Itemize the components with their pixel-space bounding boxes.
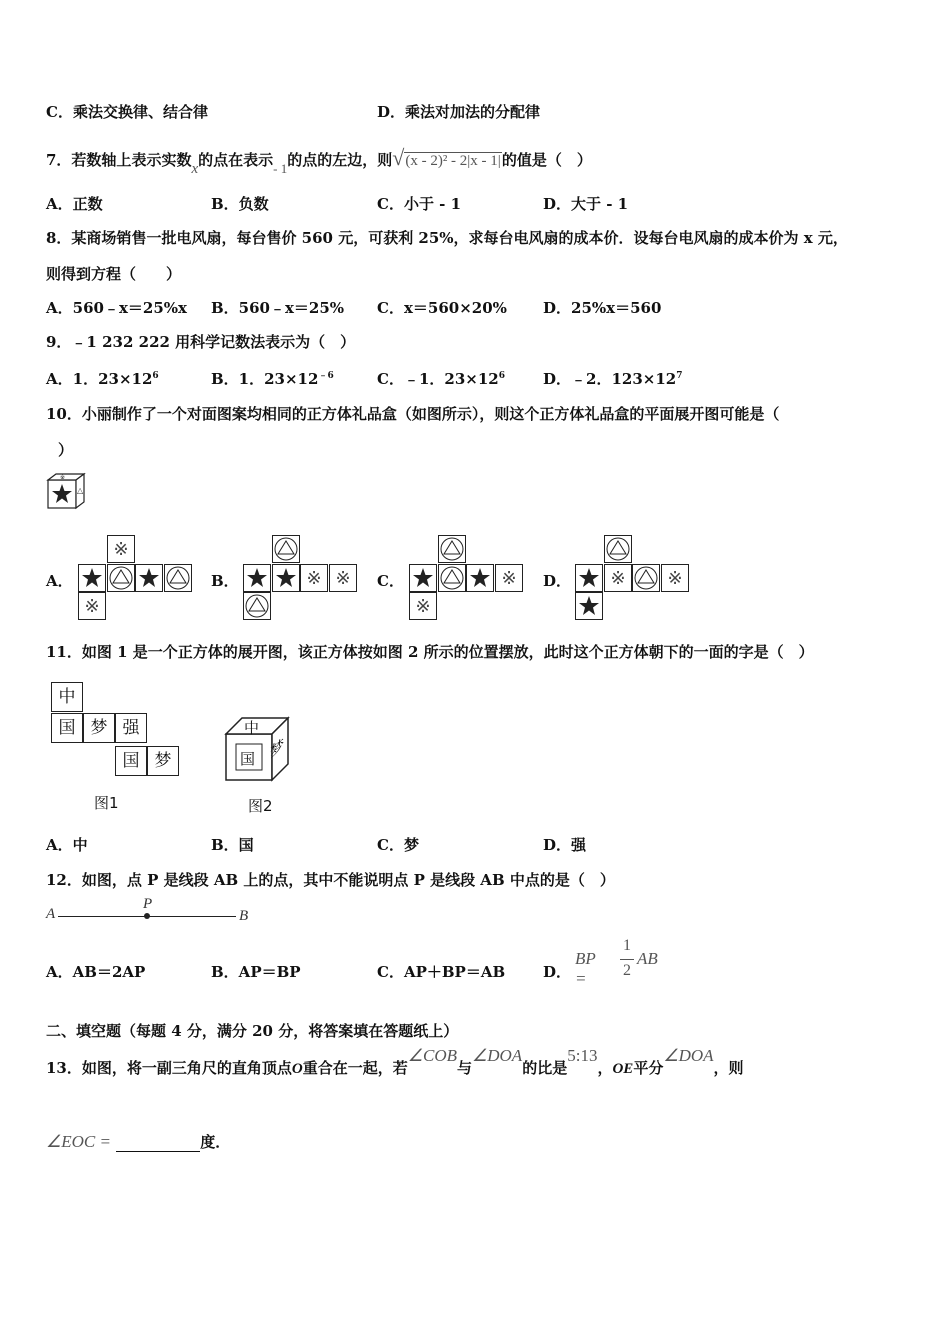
fraction-bar bbox=[620, 959, 634, 960]
svg-text:※: ※ bbox=[84, 596, 100, 617]
cube-top-char: 中 bbox=[244, 719, 260, 737]
q7-neg-one: - 1 bbox=[273, 161, 288, 176]
svg-text:△: △ bbox=[77, 486, 84, 495]
q13-text-f: 平分 bbox=[633, 1059, 664, 1077]
cube-side-char: 梦 bbox=[270, 736, 284, 762]
q12-stem: 12．如图，点 P 是线段 AB 上的点，其中不能说明点 P 是线段 AB 中点的是（ ） bbox=[46, 871, 615, 889]
q11-option-d: D．强 bbox=[543, 836, 587, 854]
net-a-cell-star-icon bbox=[135, 564, 163, 592]
q11-stem: 11．如图 1 是一个正方体的展开图，该正方体按如图 2 所示的位置摆放，此时这个正方体朝下的一面的字是（ ） bbox=[46, 643, 814, 661]
q13-text-b: 重合在一起，若 bbox=[302, 1059, 408, 1077]
q13-o: O bbox=[291, 1061, 303, 1077]
net-cell-meng-2: 梦 bbox=[147, 746, 179, 776]
net-d-cell-star-icon bbox=[575, 592, 603, 620]
net-b-cell-cross-icon bbox=[300, 564, 328, 592]
q13-oe: OE bbox=[612, 1061, 634, 1077]
q13-stem bbox=[46, 1046, 744, 1079]
q9-option-b-label: B．1．23×12 bbox=[211, 370, 319, 388]
q9-option-d-label: D．﹣2．123×12 bbox=[543, 370, 677, 388]
q8-option-c: C．x＝560×20% bbox=[377, 299, 507, 317]
q9-stem: 9．﹣1 232 222 用科学记数法表示为（ ） bbox=[46, 333, 356, 351]
net-d-cell-cross-icon bbox=[604, 564, 632, 592]
net-b-cell-star-icon bbox=[243, 564, 271, 592]
q7-expression: (x - 2)² - 2|x - 1| bbox=[405, 153, 501, 169]
net-a-cell-cross-icon bbox=[78, 592, 106, 620]
q11-option-a: A．中 bbox=[46, 836, 88, 854]
q13-line2-end: 度． bbox=[200, 1133, 231, 1151]
net-d-cell-tri-icon bbox=[632, 564, 660, 592]
q9-option-a-label: A．1．23×12 bbox=[46, 370, 153, 388]
point-a-label: A bbox=[46, 906, 56, 922]
q8-line1: 8．某商场销售一批电风扇，每台售价 560 元，可获利 25%，求每台电风扇的成本价．设每台电风扇的成本价为 x 元， bbox=[46, 229, 848, 247]
q7-stem bbox=[46, 145, 592, 177]
fig2-label: 图2 bbox=[248, 797, 273, 815]
q8-line2: 则得到方程（ ） bbox=[46, 265, 182, 283]
gift-box-cube-figure bbox=[46, 472, 86, 512]
net-b-cell-tri-icon bbox=[272, 535, 300, 563]
q7-text-d: 的值是（ ） bbox=[501, 151, 592, 169]
net-c-cell-star-icon bbox=[409, 564, 437, 592]
q8-option-a: A．560﹣x＝25%x bbox=[46, 299, 187, 317]
q7-text-b: 的点在表示 bbox=[198, 151, 274, 169]
q12-d-lhs: BP = bbox=[575, 949, 596, 988]
q13-text-a: 13．如图，将一副三角尺的直角顶点 bbox=[46, 1059, 292, 1077]
q10-option-c: C． bbox=[377, 572, 404, 590]
net-d-cell-star-icon bbox=[575, 564, 603, 592]
answer-blank[interactable] bbox=[116, 1137, 200, 1152]
net-a-cell-tri-icon bbox=[164, 564, 192, 592]
q9-option-c-label: C．﹣1．23×12 bbox=[377, 370, 499, 388]
q9-option-c bbox=[377, 366, 505, 389]
q13-angle-doa: ∠DOA bbox=[472, 1046, 523, 1065]
q9-option-d-exp: 7 bbox=[676, 371, 683, 381]
svg-text:※: ※ bbox=[500, 567, 517, 589]
q8-option-b: B．560﹣x＝25% bbox=[211, 299, 345, 317]
q12-option-d: D． bbox=[543, 963, 572, 981]
q7-option-d: D．大于 - 1 bbox=[543, 195, 629, 213]
net-b-cell-tri-icon bbox=[243, 592, 271, 620]
q6-option-c: C．乘法交换律、结合律 bbox=[46, 103, 208, 121]
svg-text:※: ※ bbox=[306, 567, 322, 589]
q12-option-b: B．AP＝BP bbox=[211, 963, 301, 981]
q10-option-d: D． bbox=[543, 572, 572, 590]
net-a-cell-star-icon bbox=[78, 564, 106, 592]
q13-text-g: ，则 bbox=[713, 1059, 744, 1077]
q9-option-b-exp: ﹣6 bbox=[318, 371, 334, 381]
q9-option-c-exp: 6 bbox=[498, 371, 505, 381]
net-d-cell-cross-icon bbox=[661, 564, 689, 592]
svg-text:※: ※ bbox=[609, 567, 626, 589]
q7-var-x: x bbox=[191, 161, 199, 177]
q7-text-c: 的点的左边，则 bbox=[287, 151, 393, 169]
q7-option-a: A．正数 bbox=[46, 195, 103, 213]
q7-option-b: B．负数 bbox=[211, 195, 269, 213]
net-b-cell-cross-icon bbox=[329, 564, 357, 592]
q12-d-rhs: AB bbox=[637, 949, 658, 968]
q13-angle-doa-2: ∠DOA bbox=[663, 1046, 714, 1065]
q13-text-e: ， bbox=[597, 1059, 613, 1077]
fig1-label: 图1 bbox=[94, 794, 119, 812]
q7-text-a: 7．若数轴上表示实数 bbox=[46, 151, 192, 169]
cube-front-char: 国 bbox=[240, 750, 256, 768]
q13-angle-eoc: ∠EOC = bbox=[46, 1132, 111, 1151]
q11-option-b: B．国 bbox=[211, 836, 254, 854]
q13-line2 bbox=[46, 1132, 230, 1152]
net-c-cell-cross-icon bbox=[495, 564, 523, 592]
section-2-heading: 二、填空题（每题 4 分，满分 20 分，将答案填在答题纸上） bbox=[46, 1022, 459, 1040]
net-a-cell-cross-icon bbox=[107, 535, 135, 563]
q9-option-b bbox=[211, 366, 334, 389]
point-p-dot bbox=[144, 913, 150, 919]
q10-option-a: A． bbox=[46, 572, 73, 590]
q6-option-d: D．乘法对加法的分配律 bbox=[377, 103, 541, 121]
q13-text-d: 的比是 bbox=[522, 1059, 568, 1077]
net-c-cell-tri-icon bbox=[438, 535, 466, 563]
q13-text-c: 与 bbox=[457, 1059, 473, 1077]
svg-text:※: ※ bbox=[60, 474, 66, 481]
q12-option-a: A．AB＝2AP bbox=[46, 963, 146, 981]
net-c-cell-star-icon bbox=[466, 564, 494, 592]
svg-text:※: ※ bbox=[666, 567, 683, 589]
q10-option-b: B． bbox=[211, 572, 239, 590]
net-a-cell-tri-icon bbox=[107, 564, 135, 592]
q9-option-a-exp: 6 bbox=[152, 371, 159, 381]
point-p-label: P bbox=[143, 896, 153, 912]
net-d-cell-tri-icon bbox=[604, 535, 632, 563]
sqrt-icon: √ bbox=[392, 145, 405, 170]
q8-option-d: D．25%x＝560 bbox=[543, 299, 662, 317]
svg-text:※: ※ bbox=[112, 539, 129, 560]
q13-ratio: 5:13 bbox=[567, 1046, 598, 1065]
net-b-cell-star-icon bbox=[272, 564, 300, 592]
q10-line2: ） bbox=[58, 441, 74, 459]
q10-line1: 10．小丽制作了一个对面图案均相同的正方体礼品盒（如图所示），则这个正方体礼品盒的平面展开图可能是（ bbox=[46, 405, 780, 423]
net-cell-meng: 梦 bbox=[83, 713, 115, 743]
net-cell-zhong: 中 bbox=[51, 682, 83, 712]
svg-text:※: ※ bbox=[334, 567, 351, 589]
q7-option-c: C．小于 - 1 bbox=[377, 195, 462, 213]
q13-angle-cob: ∠COB bbox=[407, 1046, 457, 1065]
q12-d-den: 2 bbox=[623, 962, 631, 979]
point-b-label: B bbox=[239, 908, 249, 924]
q9-option-a bbox=[46, 366, 159, 389]
q12-d-num: 1 bbox=[623, 937, 631, 954]
net-cell-guo: 国 bbox=[51, 713, 83, 743]
net-cell-guo-2: 国 bbox=[115, 746, 147, 776]
svg-text:※: ※ bbox=[415, 596, 431, 617]
net-c-cell-tri-icon bbox=[438, 564, 466, 592]
q11-option-c: C．梦 bbox=[377, 836, 419, 854]
q9-option-d bbox=[543, 366, 682, 389]
q12-option-c: C．AP＋BP＝AB bbox=[377, 963, 506, 981]
net-c-cell-cross-icon bbox=[409, 592, 437, 620]
net-cell-qiang: 强 bbox=[115, 713, 147, 743]
